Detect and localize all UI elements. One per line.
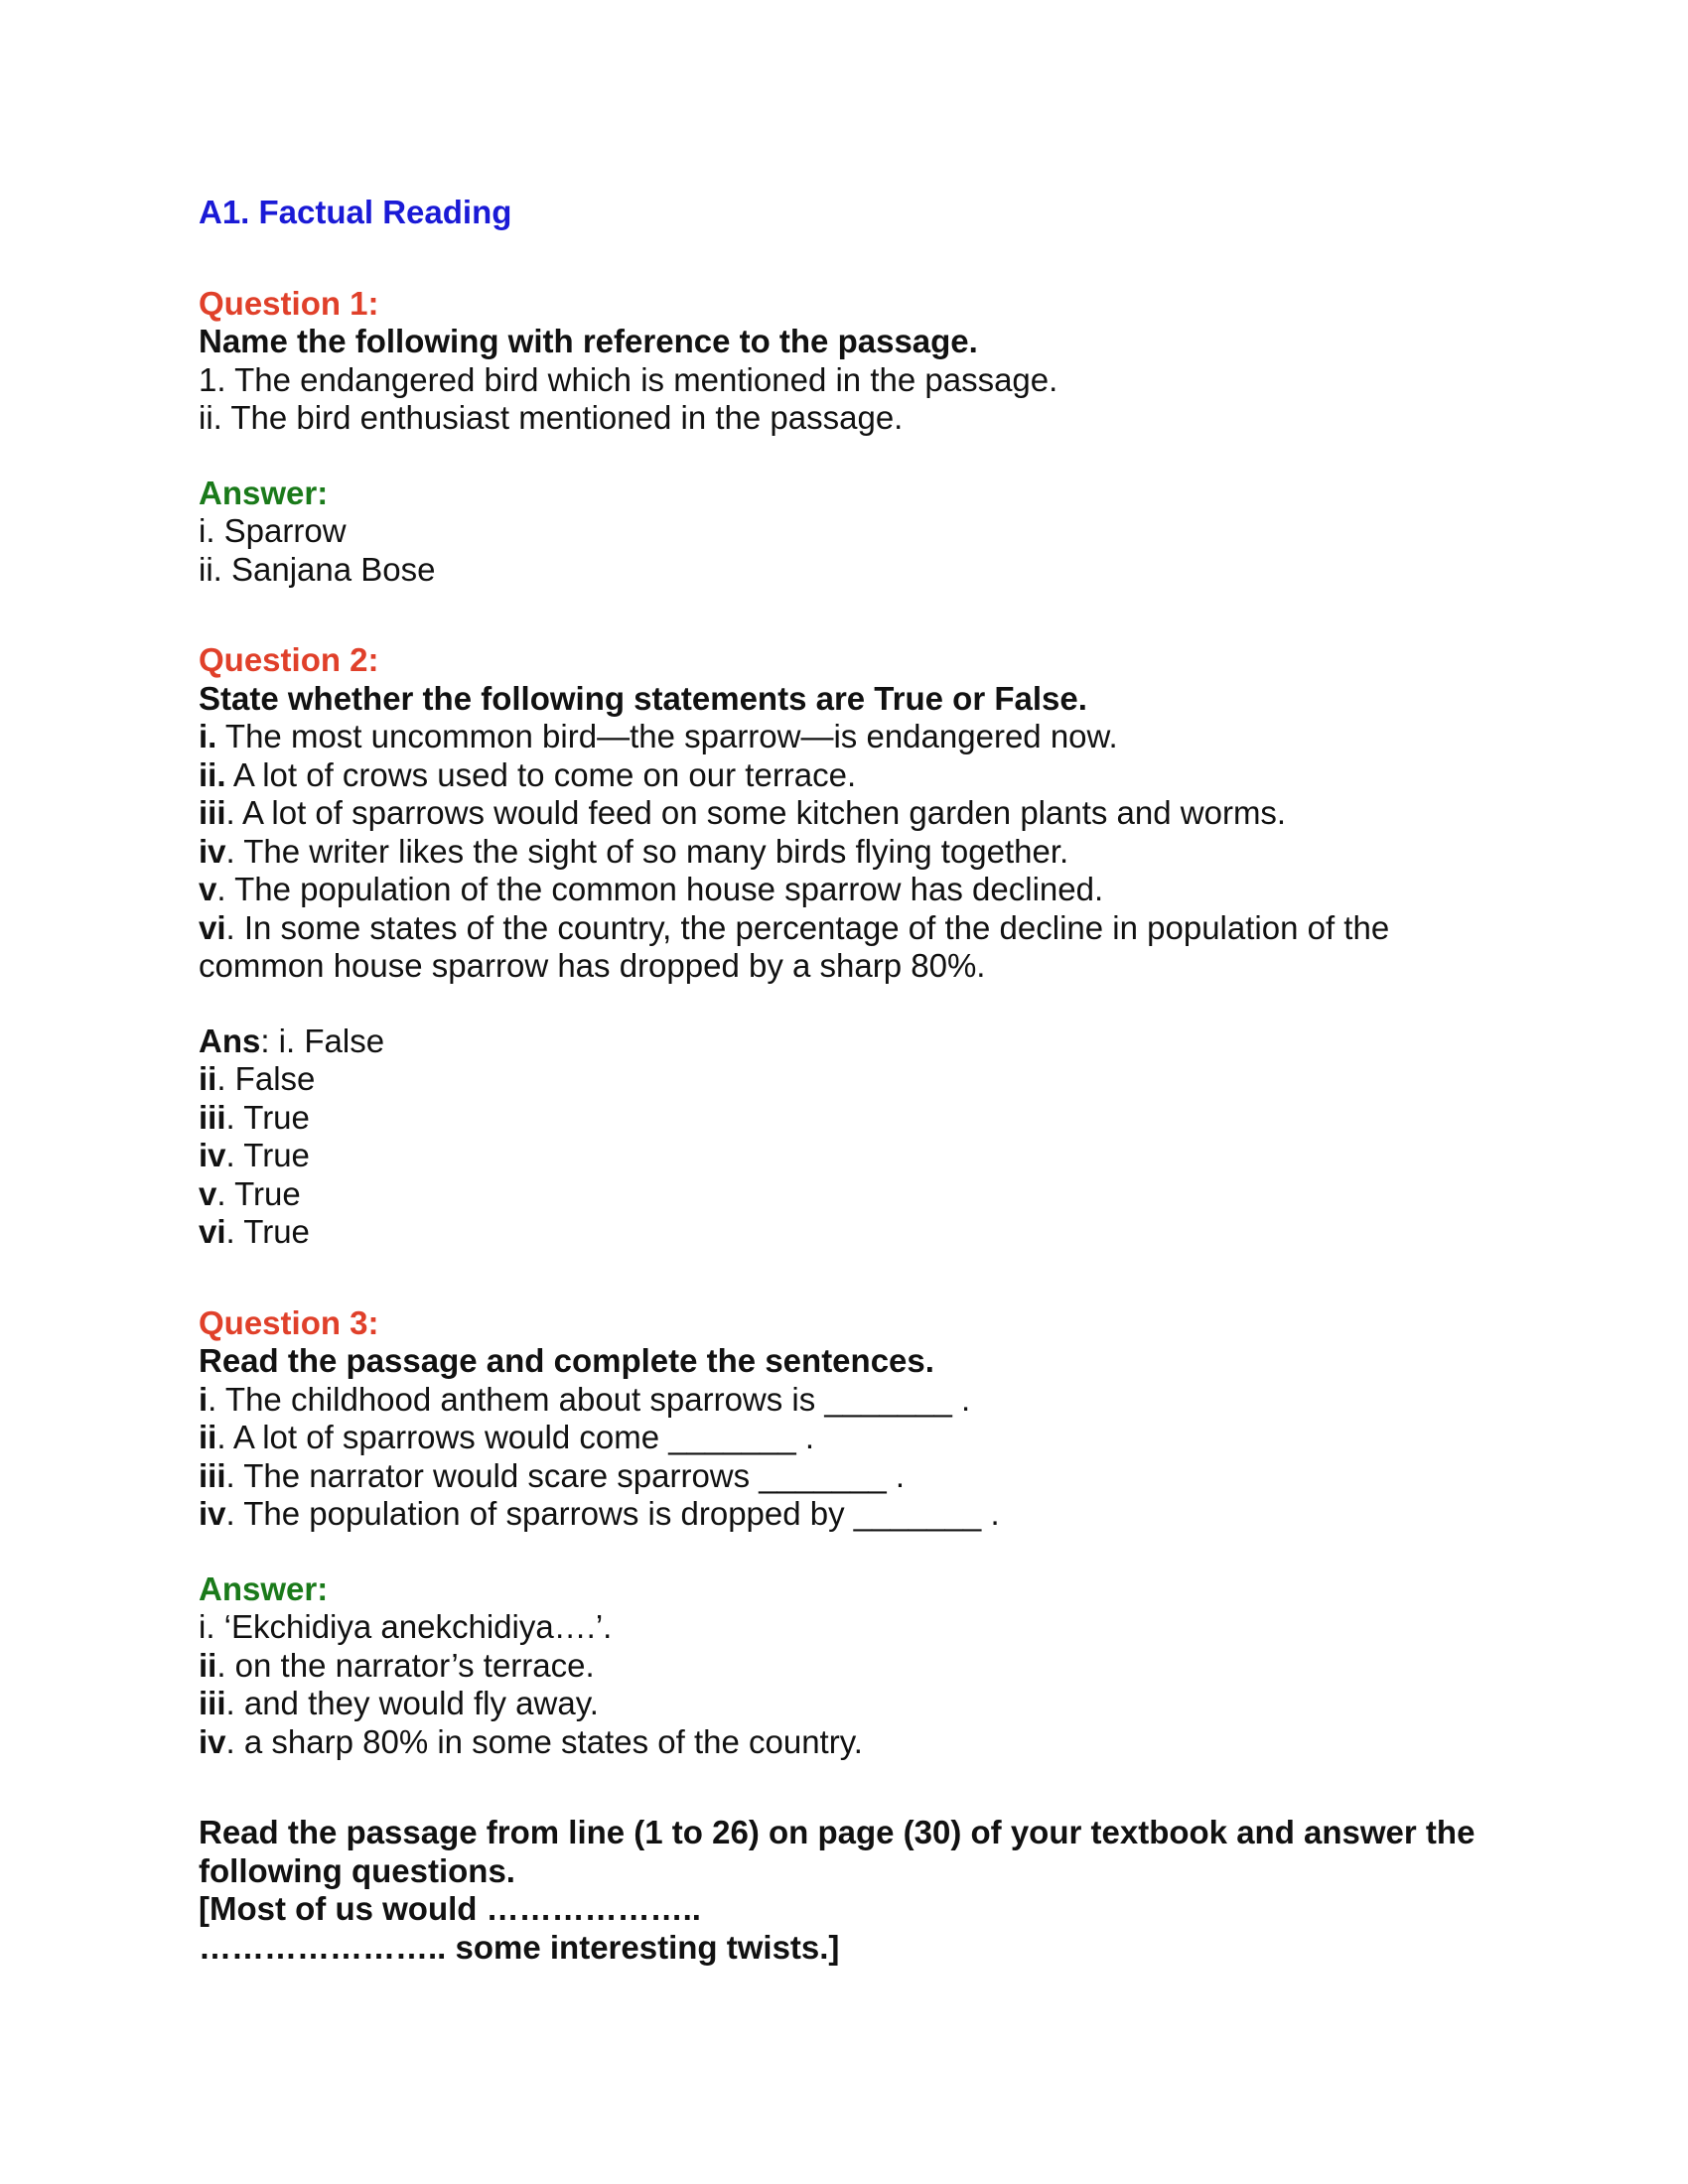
item-number: ii (199, 1419, 217, 1455)
item-number: v (199, 871, 217, 907)
question-3-heading: Question 3: (199, 1303, 379, 1341)
item-number: iii (199, 1098, 226, 1136)
answer-text: . a sharp 80% in some states of the country. (225, 1722, 863, 1760)
answer-text: : i. False (260, 1022, 385, 1059)
answer-1-heading: Answer: (199, 474, 329, 511)
item-text: A lot of crows used to come on our terrace. (225, 755, 857, 793)
question-2-item (199, 871, 1509, 909)
answer-2 (199, 1023, 1509, 1252)
item-text: The most uncommon bird—the sparrow—is endangered now. (216, 718, 1118, 754)
answer-2-item (199, 1213, 1509, 1252)
answer-2-item (199, 1023, 1509, 1061)
section-title: A1. Factual Reading (199, 194, 512, 230)
answer-2-item (199, 1060, 1509, 1099)
passage-excerpt-start: [Most of us would ……………….. (199, 1890, 701, 1927)
document-page (199, 194, 1509, 1967)
answer-3-item (199, 1685, 1509, 1723)
answer-text: . False (216, 1060, 316, 1097)
item-number: ii. (199, 755, 226, 793)
answer-1 (199, 475, 1509, 590)
passage-instruction (199, 1814, 1509, 1967)
question-3-item (199, 1419, 1509, 1457)
item-number: iv (199, 1722, 226, 1760)
item-text: . The writer likes the sight of so many birds flying together. (225, 832, 1069, 870)
answer-2-item (199, 1099, 1509, 1138)
item-text: . The population of sparrows is dropped by _______ . (225, 1495, 1000, 1532)
answer-1-item: ii. Sanjana Bose (199, 550, 436, 588)
item-number: ii (199, 1060, 217, 1097)
passage-excerpt-end: ………………….. some interesting twists.] (199, 1928, 840, 1966)
question-1-heading: Question 1: (199, 284, 379, 322)
question-2-item (199, 909, 1430, 986)
question-3-instruction: Read the passage and complete the sentences. (199, 1342, 934, 1379)
item-number: iii (199, 1685, 226, 1721)
item-text: . The narrator would scare sparrows _______ . (225, 1456, 906, 1494)
answer-3-item (199, 1723, 1509, 1762)
question-1-instruction: Name the following with reference to the passage. (199, 323, 978, 359)
item-number: iv (199, 832, 226, 870)
question-1-item: 1. The endangered bird which is mentioned in the passage. (199, 360, 1058, 398)
passage-instruction-line: following questions. (199, 1851, 515, 1889)
passage-instruction-line: Read the passage from line (1 to 26) on page (30) of your textbook and answer the (199, 1814, 1476, 1850)
item-text: . A lot of sparrows would feed on some kitchen garden plants and worms. (225, 794, 1287, 831)
answer-text: i. ‘Ekchidiya anekchidiya….’. (199, 1608, 613, 1645)
answer-3 (199, 1570, 1509, 1762)
item-text: . A lot of sparrows would come _______ . (216, 1419, 815, 1455)
answer-text: . True (225, 1213, 310, 1250)
item-number: iii (199, 794, 226, 831)
answer-1-item: i. Sparrow (199, 512, 347, 549)
question-3-item (199, 1495, 1509, 1534)
question-1 (199, 285, 1509, 438)
answer-text: . True (216, 1174, 301, 1212)
item-number: i (199, 1380, 209, 1418)
item-number: iv (199, 1495, 226, 1532)
answer-text: . True (225, 1098, 310, 1136)
item-number: i. (199, 718, 217, 754)
answer-text: . True (225, 1137, 310, 1173)
question-3 (199, 1304, 1509, 1534)
question-1-item: ii. The bird enthusiast mentioned in the passage. (199, 399, 904, 436)
item-number: vi (199, 908, 226, 946)
answer-3-item (199, 1647, 1509, 1686)
question-2-instruction: State whether the following statements are True or False. (199, 679, 1087, 717)
question-3-item (199, 1457, 1509, 1496)
answer-2-item (199, 1175, 1509, 1214)
item-number: iv (199, 1137, 226, 1173)
question-2-item (199, 756, 1509, 795)
question-2-item (199, 718, 1509, 756)
item-text: . The population of the common house sparrow has declined. (216, 871, 1104, 907)
question-2 (199, 641, 1509, 986)
item-text: . The childhood anthem about sparrows is _______ . (208, 1380, 971, 1418)
question-2-heading: Question 2: (199, 641, 379, 678)
answer-2-item (199, 1137, 1509, 1175)
question-3-item (199, 1381, 1509, 1420)
item-number: v (199, 1174, 217, 1212)
answer-3-item (199, 1608, 1509, 1647)
item-text: . In some states of the country, the percentage of the decline in population of the common house sparrow has dropped by a sharp 80%. (199, 908, 1390, 984)
question-2-item (199, 794, 1509, 833)
answer-3-heading: Answer: (199, 1570, 329, 1607)
answer-label: Ans (199, 1022, 261, 1059)
answer-text: . and they would fly away. (225, 1685, 599, 1721)
item-number: ii (199, 1646, 217, 1684)
item-number: vi (199, 1213, 226, 1250)
answer-text: . on the narrator’s terrace. (216, 1646, 595, 1684)
question-2-item (199, 833, 1509, 872)
item-number: iii (199, 1456, 226, 1494)
